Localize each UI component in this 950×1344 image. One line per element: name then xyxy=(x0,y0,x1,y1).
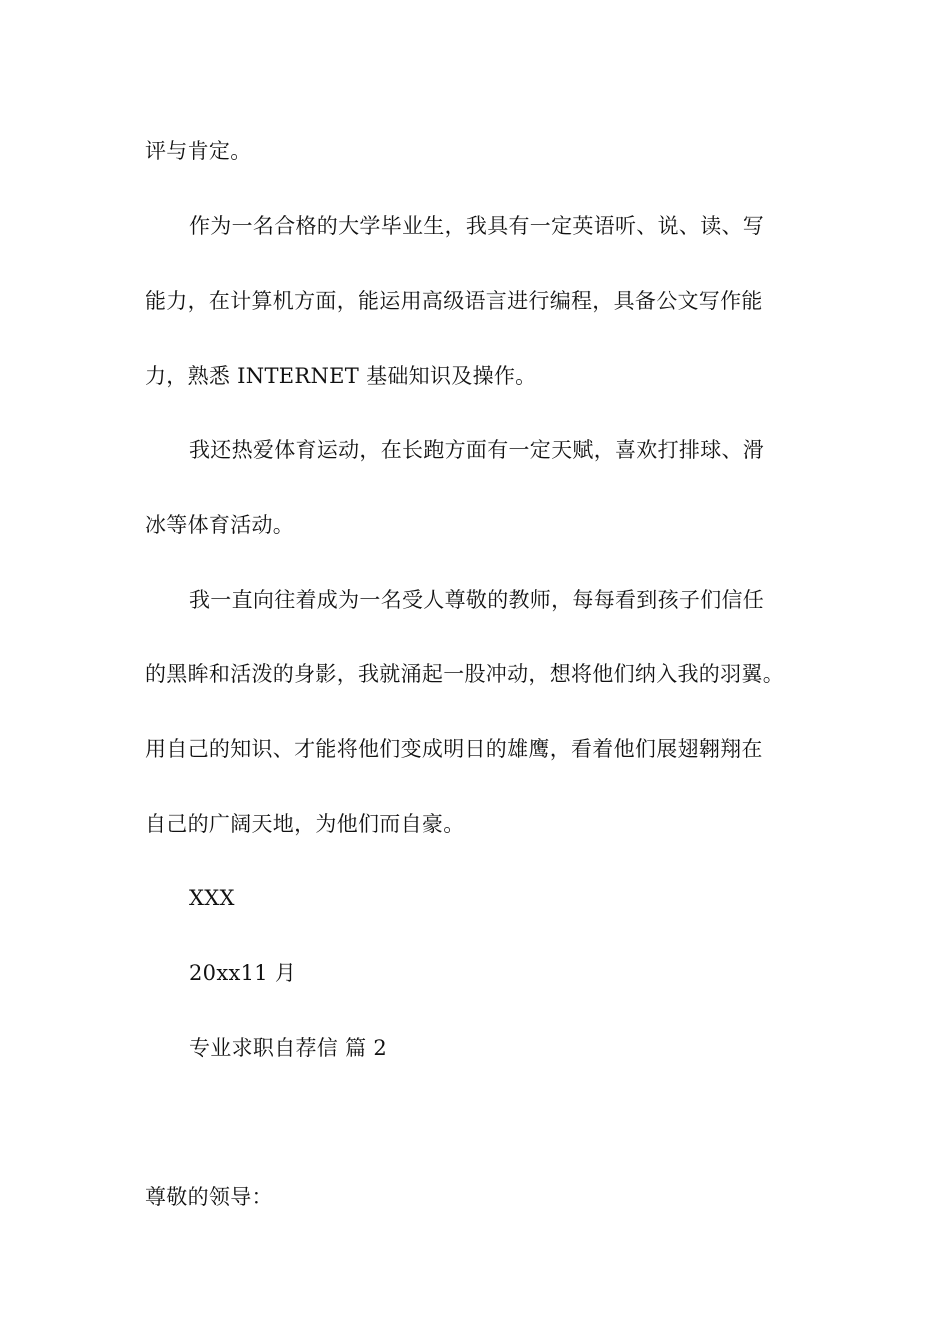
salutation: 尊敬的领导： xyxy=(145,1185,273,1209)
paragraph-line: 我还热爱体育运动，在长跑方面有一定天赋，喜欢打排球、滑 xyxy=(189,438,765,462)
paragraph-line: 用自己的知识、才能将他们变成明日的雄鹰，看着他们展翅翱翔在 xyxy=(145,737,763,761)
paragraph-line: 力，熟悉 INTERNET 基础知识及操作。 xyxy=(145,364,537,388)
paragraph-line: 冰等体育活动。 xyxy=(145,513,295,537)
paragraph-line: 我一直向往着成为一名受人尊敬的教师，每每看到孩子们信任 xyxy=(189,588,765,612)
paragraph-line: 评与肯定。 xyxy=(145,139,252,163)
paragraph-line: 能力，在计算机方面，能运用高级语言进行编程，具备公文写作能 xyxy=(145,289,763,313)
paragraph-line: 自己的广阔天地，为他们而自豪。 xyxy=(145,812,465,836)
paragraph-line: 的黑眸和活泼的身影，我就涌起一股冲动，想将他们纳入我的羽翼。 xyxy=(145,662,784,686)
paragraph-line: 作为一名合格的大学毕业生，我具有一定英语听、说、读、写 xyxy=(189,214,765,238)
section-heading: 专业求职自荐信 篇 2 xyxy=(189,1036,388,1060)
signature: XXX xyxy=(189,886,235,910)
date: 20xx11 月 xyxy=(189,961,297,985)
